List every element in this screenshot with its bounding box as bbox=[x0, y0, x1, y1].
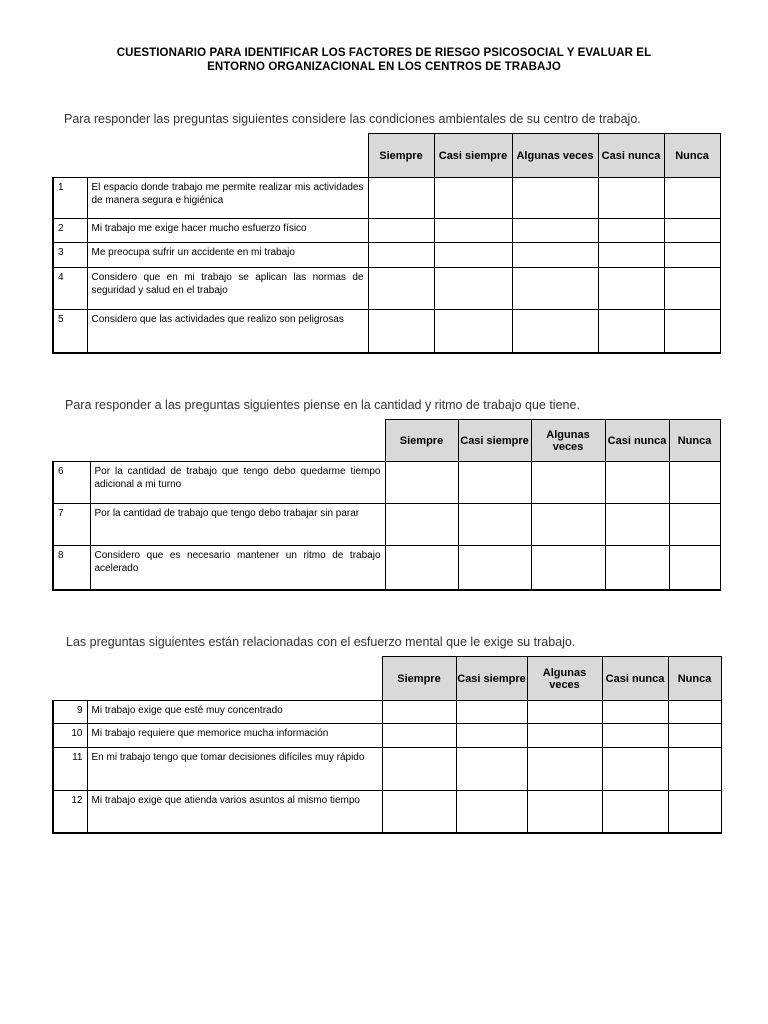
section-intro: Las preguntas siguientes están relacionadas con el esfuerzo mental que le exige su trabajo. bbox=[66, 635, 576, 649]
answer-cell-algunas-veces[interactable] bbox=[512, 178, 598, 219]
answer-cell-algunas-veces[interactable] bbox=[527, 791, 602, 833]
answer-cell-algunas-veces[interactable] bbox=[531, 462, 605, 504]
question-text: Considero que es necesario mantener un ritmo de trabajo acelerado bbox=[90, 546, 385, 590]
option-algunas-veces: Algunas veces bbox=[512, 134, 598, 178]
question-text: Mi trabajo me exige hacer mucho esfuerzo físico bbox=[87, 219, 368, 243]
answer-cell-casi-nunca[interactable] bbox=[605, 462, 669, 504]
answer-cell-casi-siempre[interactable] bbox=[434, 268, 512, 310]
option-nunca: Nunca bbox=[669, 420, 720, 462]
answer-cell-casi-siempre[interactable] bbox=[458, 546, 531, 590]
answer-cell-casi-siempre[interactable] bbox=[456, 748, 527, 791]
option-nunca: Nunca bbox=[668, 657, 721, 701]
answer-cell-nunca[interactable] bbox=[669, 462, 720, 504]
option-casi-siempre: Casi siempre bbox=[458, 420, 531, 462]
table-header bbox=[53, 657, 721, 701]
answer-cell-casi-nunca[interactable] bbox=[602, 791, 668, 833]
option-siempre: Siempre bbox=[368, 134, 434, 178]
answer-cell-siempre[interactable] bbox=[368, 310, 434, 353]
answer-cell-siempre[interactable] bbox=[382, 701, 456, 724]
table-header bbox=[53, 134, 720, 178]
answer-cell-nunca[interactable] bbox=[669, 504, 720, 546]
answer-cell-siempre[interactable] bbox=[368, 178, 434, 219]
answer-cell-siempre[interactable] bbox=[385, 504, 458, 546]
option-siempre: Siempre bbox=[382, 657, 456, 701]
answer-cell-algunas-veces[interactable] bbox=[527, 724, 602, 748]
answer-cell-casi-nunca[interactable] bbox=[598, 243, 664, 268]
table-row bbox=[53, 748, 721, 791]
question-text: El espacio donde trabajo me permite realizar mis actividades de manera segura e higiénica bbox=[87, 178, 368, 219]
answer-cell-nunca[interactable] bbox=[668, 791, 721, 833]
option-casi-siempre: Casi siempre bbox=[456, 657, 527, 701]
answer-cell-casi-nunca[interactable] bbox=[598, 178, 664, 219]
section-carga-trabajo bbox=[52, 398, 721, 591]
questionnaire-table bbox=[52, 419, 721, 591]
answer-cell-casi-nunca[interactable] bbox=[598, 310, 664, 353]
option-casi-nunca: Casi nunca bbox=[602, 657, 668, 701]
question-number: 7 bbox=[53, 504, 90, 546]
option-algunas-veces: Algunas veces bbox=[527, 657, 602, 701]
header-blank bbox=[53, 420, 385, 462]
answer-cell-nunca[interactable] bbox=[664, 219, 720, 243]
answer-cell-siempre[interactable] bbox=[382, 791, 456, 833]
question-text: Considero que las actividades que realizo son peligrosas bbox=[87, 310, 368, 353]
questionnaire-table bbox=[52, 133, 721, 354]
answer-cell-nunca[interactable] bbox=[664, 178, 720, 219]
table-row bbox=[53, 701, 721, 724]
answer-cell-siempre[interactable] bbox=[382, 724, 456, 748]
answer-cell-casi-siempre[interactable] bbox=[456, 701, 527, 724]
answer-cell-casi-nunca[interactable] bbox=[598, 219, 664, 243]
question-number: 6 bbox=[53, 462, 90, 504]
question-text: Me preocupa sufrir un accidente en mi trabajo bbox=[87, 243, 368, 268]
answer-cell-algunas-veces[interactable] bbox=[531, 504, 605, 546]
table-row bbox=[53, 243, 720, 268]
table-row bbox=[53, 178, 720, 219]
answer-cell-nunca[interactable] bbox=[669, 546, 720, 590]
answer-cell-nunca[interactable] bbox=[668, 724, 721, 748]
table-row bbox=[53, 268, 720, 310]
answer-cell-casi-nunca[interactable] bbox=[602, 748, 668, 791]
title-line-2: ENTORNO ORGANIZACIONAL EN LOS CENTROS DE TRABAJO bbox=[207, 61, 561, 73]
option-nunca: Nunca bbox=[664, 134, 720, 178]
answer-cell-algunas-veces[interactable] bbox=[527, 701, 602, 724]
section-esfuerzo-mental bbox=[52, 635, 722, 834]
answer-cell-nunca[interactable] bbox=[668, 701, 721, 724]
answer-cell-casi-siempre[interactable] bbox=[456, 791, 527, 833]
question-number: 8 bbox=[53, 546, 90, 590]
answer-cell-casi-siempre[interactable] bbox=[458, 462, 531, 504]
header-blank bbox=[53, 657, 382, 701]
question-number: 4 bbox=[53, 268, 87, 310]
answer-cell-algunas-veces[interactable] bbox=[512, 268, 598, 310]
option-casi-siempre: Casi siempre bbox=[434, 134, 512, 178]
answer-cell-algunas-veces[interactable] bbox=[512, 243, 598, 268]
table-row bbox=[53, 791, 721, 833]
answer-cell-siempre[interactable] bbox=[368, 268, 434, 310]
question-text: Mi trabajo exige que esté muy concentrado bbox=[87, 701, 382, 724]
question-number: 9 bbox=[53, 701, 87, 724]
answer-cell-casi-nunca[interactable] bbox=[602, 724, 668, 748]
question-number: 2 bbox=[53, 219, 87, 243]
table-row bbox=[53, 462, 720, 504]
section-intro: Para responder a las preguntas siguientes piense en la cantidad y ritmo de trabajo que tiene. bbox=[65, 398, 580, 412]
answer-cell-siempre[interactable] bbox=[382, 748, 456, 791]
question-number: 10 bbox=[53, 724, 87, 748]
question-number: 5 bbox=[53, 310, 87, 353]
answer-cell-algunas-veces[interactable] bbox=[531, 546, 605, 590]
question-number: 11 bbox=[53, 748, 87, 791]
answer-cell-casi-nunca[interactable] bbox=[598, 268, 664, 310]
table-row bbox=[53, 546, 720, 590]
answer-cell-nunca[interactable] bbox=[664, 268, 720, 310]
title-line-1: CUESTIONARIO PARA IDENTIFICAR LOS FACTORES DE RIESGO PSICOSOCIAL Y EVALUAR EL bbox=[116, 47, 652, 59]
answer-cell-casi-nunca[interactable] bbox=[605, 504, 669, 546]
answer-cell-casi-siempre[interactable] bbox=[434, 310, 512, 353]
answer-cell-casi-siempre[interactable] bbox=[434, 178, 512, 219]
answer-cell-siempre[interactable] bbox=[368, 219, 434, 243]
answer-cell-siempre[interactable] bbox=[368, 243, 434, 268]
answer-cell-siempre[interactable] bbox=[385, 546, 458, 590]
answer-cell-nunca[interactable] bbox=[668, 748, 721, 791]
answer-cell-casi-siempre[interactable] bbox=[434, 243, 512, 268]
answer-cell-algunas-veces[interactable] bbox=[512, 310, 598, 353]
questionnaire-table bbox=[52, 656, 722, 834]
document-title bbox=[60, 46, 708, 74]
section-ambiental bbox=[52, 112, 721, 354]
question-text: Mi trabajo requiere que memorice mucha información bbox=[87, 724, 382, 748]
answer-cell-casi-siempre[interactable] bbox=[434, 219, 512, 243]
table-header bbox=[53, 420, 720, 462]
answer-cell-casi-nunca[interactable] bbox=[602, 701, 668, 724]
question-text: Por la cantidad de trabajo que tengo debo trabajar sin parar bbox=[90, 504, 385, 546]
table-row bbox=[53, 310, 720, 353]
table-row bbox=[53, 219, 720, 243]
option-algunas-veces: Algunas veces bbox=[531, 420, 605, 462]
question-number: 12 bbox=[53, 791, 87, 833]
header-blank bbox=[53, 134, 368, 178]
answer-cell-nunca[interactable] bbox=[664, 243, 720, 268]
answer-cell-siempre[interactable] bbox=[385, 462, 458, 504]
question-number: 3 bbox=[53, 243, 87, 268]
option-siempre: Siempre bbox=[385, 420, 458, 462]
answer-cell-casi-siempre[interactable] bbox=[458, 504, 531, 546]
question-text: Mi trabajo exige que atienda varios asuntos al mismo tiempo bbox=[87, 791, 382, 833]
table-row bbox=[53, 724, 721, 748]
question-text: En mi trabajo tengo que tomar decisiones difíciles muy rápido bbox=[87, 748, 382, 791]
answer-cell-algunas-veces[interactable] bbox=[512, 219, 598, 243]
question-number: 1 bbox=[53, 178, 87, 219]
answer-cell-nunca[interactable] bbox=[664, 310, 720, 353]
option-casi-nunca: Casi nunca bbox=[605, 420, 669, 462]
answer-cell-casi-nunca[interactable] bbox=[605, 546, 669, 590]
table-row bbox=[53, 504, 720, 546]
section-intro: Para responder las preguntas siguientes considere las condiciones ambientales de su centro de trabajo. bbox=[64, 112, 641, 126]
option-casi-nunca: Casi nunca bbox=[598, 134, 664, 178]
answer-cell-casi-siempre[interactable] bbox=[456, 724, 527, 748]
question-text: Por la cantidad de trabajo que tengo debo quedarme tiempo adicional a mi turno bbox=[90, 462, 385, 504]
question-text: Considero que en mi trabajo se aplican las normas de seguridad y salud en el trabajo bbox=[87, 268, 368, 310]
answer-cell-algunas-veces[interactable] bbox=[527, 748, 602, 791]
